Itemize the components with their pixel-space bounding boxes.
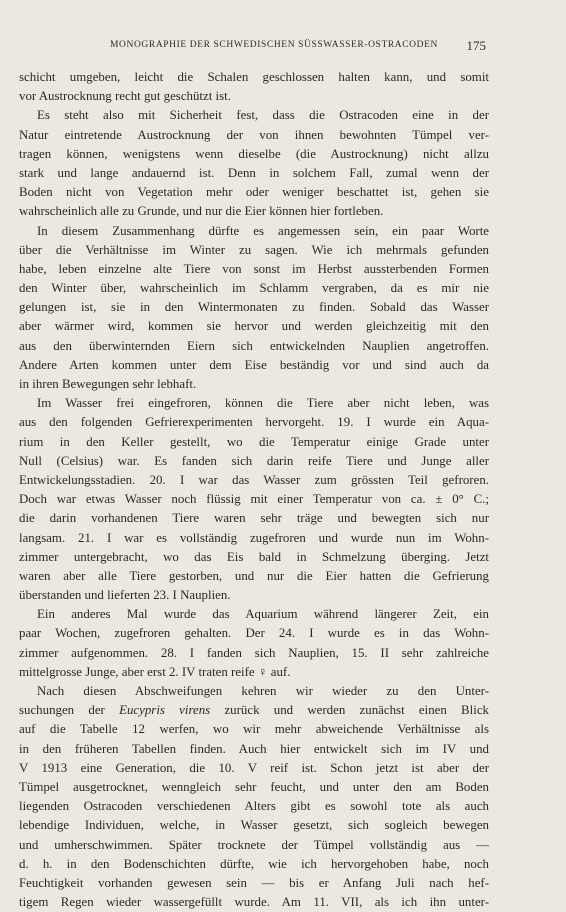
- text-line: zimmer aufgenommen. 28. I fanden sich Nauplien, 15. II sehr zahlreiche: [19, 645, 489, 660]
- text-line: stark und lange andauernd ist. Denn in solchem Fall, zumal wenn der: [19, 165, 489, 180]
- text-line: Andere Arten kommen unter dem Eise beständig vor und sind auch da: [19, 357, 489, 372]
- species-name: Eucypris virens: [119, 703, 211, 718]
- text-segment: zurück und werden zunächst einen Blick: [210, 703, 489, 718]
- text-line: Entwickelungsstadien. 20. I war das Wasser zum grössten Teil gefroren.: [19, 472, 489, 487]
- text-line: Boden nicht von Vegetation mehr oder weniger beschattet ist, gehen sie: [19, 185, 489, 200]
- text-line: [19, 701, 489, 720]
- body-text: [19, 68, 489, 912]
- text-line: paar Wochen, zugefroren gehalten. Der 24. I wurde es in das Wohn-: [19, 626, 489, 641]
- text-line: Nach diesen Abschweifungen kehren wir wieder zu den Unter-: [37, 684, 489, 698]
- text-line: schicht umgeben, leicht die Schalen geschlossen halten kann, und somit: [19, 70, 489, 84]
- page-number: 175: [466, 38, 486, 53]
- text-line: Im Wasser frei eingefroren, können die Tiere aber nicht leben, was: [37, 396, 489, 411]
- text-line: Doch war etwas Wasser noch flüssig mit einer Temperatur von ca. ± 0° C.;: [19, 492, 489, 507]
- text-line: tigem Regen wieder wassergefüllt wurde. Am 11. VII, als ich ihn unter-: [19, 895, 489, 910]
- text-line: zimmer untergebracht, wo das Eis bald in Schmelzung überging. Jetzt: [19, 549, 489, 564]
- text-line: auf die Tabelle 12 werfen, wo wir mehr abweichende Verhältnisse als: [19, 722, 489, 737]
- text-line: In diesem Zusammenhang dürfte es angemessen sein, ein paar Worte: [37, 223, 489, 238]
- text-line: Tümpel ausgetrocknet, wenngleich sehr feucht, und unter den am Boden: [19, 779, 489, 794]
- text-line: Natur eintretende Austrocknung der von ihnen bewohnten Tümpel ver-: [19, 127, 489, 142]
- text-line: waren aber alle Tiere gestorben, und nur die Eier hatten die Gefrierung: [19, 568, 489, 583]
- text-line: V 1913 eine Generation, die 10. V reif ist. Schon jetzt ist aber der: [19, 760, 489, 775]
- text-line: in ihren Bewegungen sehr lebhaft.: [19, 377, 197, 391]
- text-line: über die Verhältnisse im Winter zu sagen. Wie ich mehrmals gefunden: [19, 242, 489, 257]
- text-line: und umherschwimmen. Später trocknete der Tümpel vollständig aus —: [19, 837, 489, 852]
- text-line: d. h. in den Bodenschichten dürfte, wie ich hervorgehoben habe, noch: [19, 856, 489, 871]
- text-segment: suchungen der: [19, 703, 120, 718]
- text-line: den Winter über, wahrscheinlich im Schlamm vergraben, da es mir nie: [19, 281, 489, 296]
- text-line: aus den folgenden Gefrierexperimenten hervorgeht. 19. I wurde ein Aqua-: [19, 415, 489, 430]
- text-line: die darin vorhandenen Tiere waren sehr träge und bewegten sich nur: [19, 511, 489, 526]
- text-line: Feuchtigkeit vorhanden gewesen sein — bis er Anfang Juli nach hef-: [19, 875, 489, 890]
- text-line: liegenden Ostracoden verschiedenen Alters gibt es sowohl tote als auch: [19, 799, 489, 814]
- running-title: MONOGRAPHIE DER SCHWEDISCHEN SÜSSWASSER-OSTRACODEN: [110, 40, 438, 50]
- text-line: mittelgrosse Junge, aber erst 2. IV traten reife ♀ auf.: [19, 664, 291, 679]
- text-line: aus den überwinternden Eiern sich entwickelnden Nauplien angetroffen.: [19, 338, 489, 353]
- text-line: rium in den Keller gestellt, wo die Temperatur einige Grade unter: [19, 434, 489, 449]
- text-line: in den früheren Tabellen finden. Auch hier entwickelt sich im IV und: [19, 741, 489, 756]
- text-line: Null (Celsius) war. Es fanden sich darin reife Tiere und Junge aller: [19, 453, 489, 468]
- text-line: tragen können, wenigstens wenn dieselbe (die Austrocknung) nicht allzu: [19, 146, 489, 161]
- text-line: wahrscheinlich alle zu Grunde, und nur die Eier können hier fortleben.: [19, 204, 384, 219]
- text-line: überstanden und lieferten 23. I Nauplien.: [19, 588, 231, 603]
- text-line: langsam. 21. I war es vollständig zugefroren und wurde nun im Wohn-: [19, 530, 489, 545]
- text-line: habe, leben einzelne alte Tiere von sonst im Herbst aussterbenden Formen: [19, 261, 489, 276]
- text-line: gelungen ist, sie in den Wintermonaten zu finden. Sobald das Wasser: [19, 300, 489, 315]
- text-line: lebendige Individuen, welche, in Wasser gesetzt, sich sogleich bewegen: [19, 818, 489, 833]
- text-line: aber wärmer wird, kommen sie hervor und werden gleichzeitig mit den: [19, 319, 489, 334]
- text-line: vor Austrocknung recht gut geschützt ist.: [19, 89, 231, 104]
- text-line: Es steht also mit Sicherheit fest, dass die Ostracoden eine in der: [37, 108, 489, 123]
- text-line: Ein anderes Mal wurde das Aquarium während längerer Zeit, ein: [37, 607, 489, 622]
